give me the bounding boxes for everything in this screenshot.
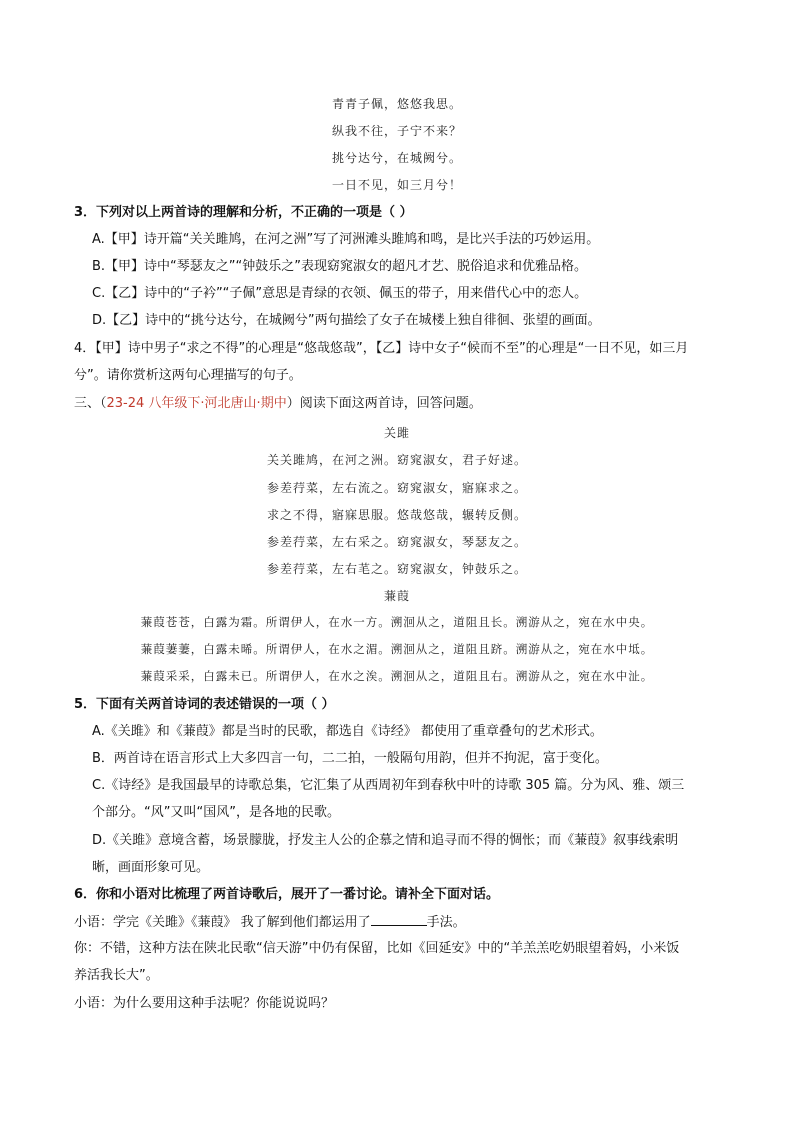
question-3-stem: 3．下列对以上两首诗的理解和分析，不正确的一项是（ ） xyxy=(74,205,413,220)
jianjia-line: 蒹葭苍苍，白露为霜。所谓伊人，在水一方。溯洄从之，道阻且长。溯游从之，宛在水中央。 xyxy=(140,615,654,629)
poem-yi-line: 挑兮达兮，在城阙兮。 xyxy=(331,151,462,165)
jianjia-line: 蒹葭采采，白露未已。所谓伊人，在水之涘。溯洄从之，道阻且右。溯游从之，宛在水中沚。 xyxy=(140,669,654,683)
guanju-line: 参差荇菜，左右芼之。窈窕淑女，钟鼓乐之。 xyxy=(266,562,527,576)
dialogue-xiaoyu-1 xyxy=(74,913,724,932)
question-4-line-1: 4．【甲】诗中男子“求之不得”的心理是“悠哉悠哉”，【乙】诗中女子“候而不至”的心理是“一日不见，如三月 xyxy=(74,341,689,356)
section-3-suffix: ）阅读下面这两首诗，回答问题。 xyxy=(286,396,482,411)
poem-yi-line: 纵我不往，子宁不来？ xyxy=(331,124,462,138)
question-5-stem: 5．下面有关两首诗词的表述错误的一项（ ） xyxy=(74,697,335,712)
poem-yi-line: 一日不见，如三月兮！ xyxy=(331,178,462,192)
question-5-option-d-line-1: D.《关雎》意境含蓄，场景朦胧，抒发主人公的企慕之情和追寻而不得的惆怅；而《蒹葭》叙事线索明 xyxy=(92,833,679,848)
guanju-line: 求之不得，寤寐思服。悠哉悠哉，辗转反侧。 xyxy=(266,508,527,522)
dialogue-you-line-1: 你：不错，这种方法在陕北民歌“信天游”中仍有保留，比如《回延安》中的“羊羔羔吃奶眼望着妈，小米饭 xyxy=(74,941,680,956)
guanju-line: 参差荇菜，左右采之。窈窕淑女，琴瑟友之。 xyxy=(266,535,527,549)
poem-yi-line: 青青子佩，悠悠我思。 xyxy=(331,97,462,111)
section-3-prefix: 三、（ xyxy=(74,396,107,411)
question-6-stem: 6．你和小语对比梳理了两首诗歌后，展开了一番讨论。请补全下面对话。 xyxy=(74,887,500,902)
question-3-option-b: B.【甲】诗中“琴瑟友之”“钟鼓乐之”表现窈窕淑女的超凡才艺、脱俗追求和优雅品格。 xyxy=(92,259,587,274)
guanju-line: 参差荇菜，左右流之。窈窕淑女，寤寐求之。 xyxy=(266,481,527,495)
dialogue-xiaoyu-1-before: 小语：学完《关雎》《蒹葭》 我了解到他们都运用了 xyxy=(74,915,371,930)
guanju-title: 关雎 xyxy=(383,426,410,440)
question-5-option-b: B．两首诗在语言形式上大多四言一句，二二拍，一般隔句用韵，但并不拘泥，富于变化。 xyxy=(92,751,608,766)
question-3-option-a: A.【甲】诗开篇“关关雎鸠，在河之洲”写了河洲滩头雎鸠和鸣，是比兴手法的巧妙运用。 xyxy=(92,232,600,247)
question-5-option-c-line-2: 个部分。“风”又叫“国风”，是各地的民歌。 xyxy=(92,805,340,820)
dialogue-xiaoyu-1-after: 手法。 xyxy=(426,915,466,930)
question-3-option-c: C.【乙】诗中的“子衿”“子佩”意思是青绿的衣领、佩玉的带子，用来借代心中的恋人。 xyxy=(92,286,588,301)
answer-blank[interactable] xyxy=(371,913,427,926)
section-3-header xyxy=(74,395,724,413)
jianjia-line: 蒹葭萋萋，白露未晞。所谓伊人，在水之湄。溯洄从之，道阻且跻。溯游从之，宛在水中坻。 xyxy=(140,642,654,656)
question-3-option-d: D.【乙】诗中的“挑兮达兮，在城阙兮”两句描绘了女子在城楼上独自徘徊、张望的画面。 xyxy=(92,313,601,328)
guanju-line: 关关雎鸠，在河之洲。窈窕淑女，君子好逑。 xyxy=(266,453,527,467)
dialogue-xiaoyu-2: 小语：为什么要用这种手法呢？你能说说吗？ xyxy=(74,996,335,1011)
section-3-source: 23-24 八年级下·河北唐山·期中 xyxy=(106,396,287,411)
dialogue-you-line-2: 养活我长大”。 xyxy=(74,968,159,983)
question-5-option-d-line-2: 晰，画面形象可见。 xyxy=(92,860,210,875)
question-5-option-a: A.《关雎》和《蒹葭》都是当时的民歌，都选自《诗经》 都使用了重章叠句的艺术形式。 xyxy=(92,724,603,739)
jianjia-title: 蒹葭 xyxy=(383,589,410,603)
question-4-line-2: 兮”。请你赏析这两句心理描写的句子。 xyxy=(74,368,302,383)
question-5-option-c-line-1: C.《诗经》是我国最早的诗歌总集，它汇集了从西周初年到春秋中叶的诗歌 305 篇。分为风、雅、颂三 xyxy=(92,778,685,793)
